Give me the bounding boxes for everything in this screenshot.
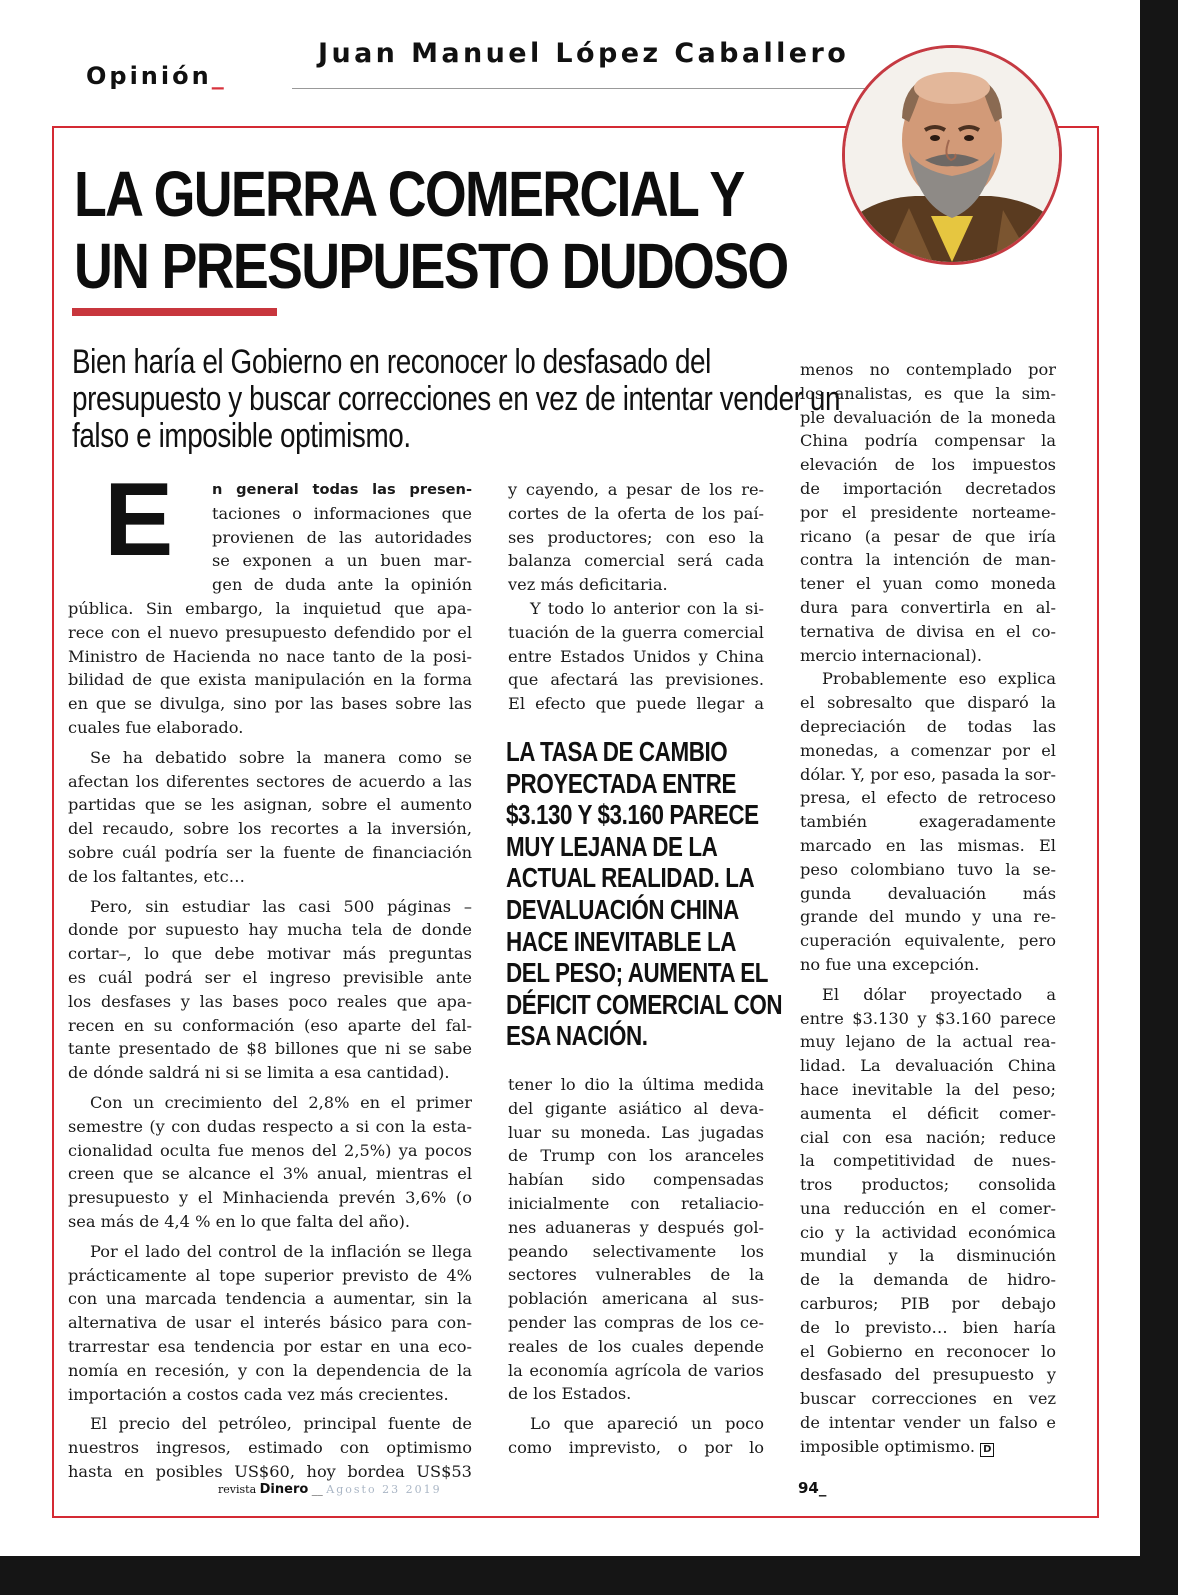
lead-line: n general todas las presen-: [212, 481, 472, 498]
body-line: El precio del petróleo, principal fuente de: [90, 1414, 472, 1434]
pull-quote: [506, 736, 782, 1052]
body-line: El dólar proyectado a: [822, 984, 1056, 1004]
headline-line: UN PRESUPUESTO DUDOSO: [74, 230, 788, 302]
body-line: importación a costos cada vez más crecientes.: [68, 1384, 449, 1404]
body-line: El efecto que puede llegar a: [508, 694, 764, 714]
pull-quote-line: ACTUAL REALIDAD. LA: [506, 862, 755, 894]
body-line-text: imposible optimismo.: [800, 1436, 975, 1456]
body-line: mundial y la disminución: [800, 1246, 1056, 1266]
body-line: vez más deficitaria.: [508, 575, 668, 595]
body-line: del recaudo, sobre los recortes a la inversión,: [68, 819, 472, 839]
body-line: creen que se alcance el 3% anual, mientras el: [68, 1164, 472, 1184]
body-line: peando selectivamente los: [508, 1241, 764, 1261]
body-line: dura para convertirla en al-: [800, 597, 1056, 617]
footer-date: Agosto 23 2019: [326, 1483, 442, 1496]
body-line: y cayendo, a pesar de los re-: [508, 480, 764, 499]
body-line: tener el yuan como moneda: [800, 574, 1056, 594]
body-line: hace inevitable la del peso;: [800, 1079, 1056, 1099]
body-line: lidad. La devaluación China: [800, 1056, 1056, 1076]
body-line: presupuesto y el Minhacienda prevén 3,6% (o: [68, 1188, 472, 1208]
body-line: nomía en recesión, y con la dependencia de la: [68, 1360, 472, 1380]
body-line: de la demanda de hidro-: [800, 1270, 1056, 1290]
pull-quote-line: ESA NACIÓN.: [506, 1020, 648, 1052]
headline-accent-bar: [72, 308, 277, 316]
pull-quote-line: PROYECTADA ENTRE: [506, 767, 737, 799]
body-line: población americana al sus-: [508, 1289, 764, 1309]
body-line: grande del mundo y una re-: [800, 907, 1056, 927]
column-2-bottom: [508, 1073, 764, 1460]
body-line: una reducción en el comer-: [800, 1198, 1056, 1218]
body-line: trarrestar esa tendencia por estar en una eco-: [68, 1336, 472, 1356]
page-number-dash: _: [818, 1479, 827, 1497]
scan-dark-edge-bottom: [0, 1556, 1178, 1595]
body-line: carburos; PIB por debajo: [800, 1294, 1056, 1314]
body-line: por el presidente norteame-: [800, 502, 1056, 522]
scan-dark-edge-right: [1140, 0, 1178, 1595]
body-line: Por el lado del control de la inflación se llega: [90, 1241, 472, 1261]
article-deck: [72, 344, 840, 455]
body-line: buscar correcciones en vez: [800, 1389, 1056, 1409]
body-line: afectan los diferentes sectores de acuerdo a las: [68, 771, 472, 791]
body-line: de los Estados.: [508, 1384, 632, 1404]
body-line: alternativa de usar el interés básico para con-: [68, 1313, 472, 1333]
body-line: sea más de 4,4 % en lo que falta del año).: [68, 1211, 411, 1231]
body-line: ple devaluación de la moneda: [800, 407, 1056, 427]
body-line: el sobresalto que disparó la: [800, 693, 1056, 713]
section-label-dash: _: [211, 62, 227, 90]
body-line: de los faltantes, etc…: [68, 866, 245, 886]
deck-line: presupuesto y buscar correcciones en vez de intentar vender un: [72, 380, 841, 418]
body-line: Pero, sin estudiar las casi 500 páginas –: [90, 896, 472, 916]
column-1-body: [68, 597, 472, 1484]
body-line: elevación de los impuestos: [800, 455, 1056, 475]
body-line: presa, el efecto de retroceso: [800, 788, 1056, 808]
body-line: de intentar vender un falso e: [800, 1413, 1056, 1433]
body-line: cial con esa nación; reduce: [800, 1127, 1056, 1147]
lead-line: se exponen a un buen mar-: [212, 551, 472, 571]
body-line: la economía agrícola de varios: [508, 1360, 764, 1380]
body-line: sobre cuál podría ser la fuente de financiación: [68, 842, 472, 862]
deck-line: falso e imposible optimismo.: [72, 417, 411, 455]
lead-line: provienen de las autoridades: [212, 527, 472, 547]
body-line: pública. Sin embargo, la inquietud que apa-: [68, 599, 472, 618]
pull-quote-line: DÉFICIT COMERCIAL CON: [506, 988, 783, 1020]
body-line: como imprevisto, o por lo: [508, 1437, 764, 1457]
body-line: donde por supuesto hay mucha tela de donde: [68, 920, 472, 940]
body-line: el Gobierno en reconocer lo: [800, 1341, 1056, 1361]
body-line: entre Estados Unidos y China: [508, 646, 764, 666]
body-line: ses productores; con eso la: [508, 527, 764, 547]
body-line: los analistas, es que la sim-: [800, 383, 1056, 403]
body-line: también exageradamente: [800, 812, 1056, 832]
headline-line: LA GUERRA COMERCIAL Y: [74, 158, 744, 230]
body-line: semestre (y con dudas respecto a si con la esta-: [68, 1116, 472, 1136]
body-line: cuperación equivalente, pero: [800, 931, 1056, 951]
body-line: cionalidad oculta fue menos del 2,5%) ya pocos: [68, 1140, 472, 1160]
body-line: de lo previsto… bien haría: [800, 1317, 1056, 1337]
body-line: China podría compensar la: [800, 431, 1056, 451]
body-line: desfasado del presupuesto y: [800, 1365, 1056, 1385]
body-line: Con un crecimiento del 2,8% en el primer: [90, 1092, 472, 1112]
body-line: cortes de la oferta de los paí-: [508, 503, 764, 523]
pull-quote-line: DEVALUACIÓN CHINA: [506, 893, 739, 925]
footer-magazine-prefix: revista: [218, 1483, 257, 1496]
body-line: ricano (a pesar de que iría: [800, 526, 1056, 546]
section-label: Opinión_: [86, 62, 227, 90]
pull-quote-line: HACE INEVITABLE LA: [506, 925, 737, 957]
body-line: recen en su conformación (eso aparte del fal-: [68, 1015, 472, 1035]
body-line: sectores vulnerables de la: [508, 1265, 764, 1285]
body-line: Ministro de Hacienda no nace tanto de la posi-: [68, 646, 472, 666]
body-line: depreciación de todas las: [800, 716, 1056, 736]
body-line: bilidad de que exista manipulación en la forma: [68, 670, 472, 690]
body-line: [800, 1435, 1056, 1459]
body-line: no fue una excepción.: [800, 954, 980, 974]
body-line: prácticamente al tope superior previsto de 4%: [68, 1265, 472, 1285]
body-line: hasta en posibles US$60, hoy bordea US$53: [68, 1461, 472, 1481]
body-line: en que se divulga, sino por las bases sobre las: [68, 694, 472, 714]
body-line: tante presentado de $8 billones que ni se sabe: [68, 1039, 472, 1059]
body-line: de importación decretados: [800, 478, 1056, 498]
body-line: tuación de la guerra comercial: [508, 622, 764, 642]
lead-line: taciones o informaciones que: [212, 503, 472, 523]
body-line: de Trump con los aranceles: [508, 1146, 764, 1166]
body-line: inicialmente con retaliacio-: [508, 1193, 764, 1213]
body-line: entre $3.130 y $3.160 parece: [800, 1008, 1056, 1028]
lead-line: gen de duda ante la opinión: [212, 575, 472, 595]
drop-cap: E: [104, 462, 174, 578]
body-line: habían sido compensadas: [508, 1170, 764, 1190]
body-line: peso colombiano tuvo la se-: [800, 859, 1056, 879]
body-line: luar su moneda. Las jugadas: [508, 1122, 764, 1142]
body-line: mercio internacional).: [800, 645, 983, 665]
body-line: Se ha debatido sobre la manera como se: [90, 747, 472, 767]
column-3: [800, 358, 1056, 1459]
body-line: aumenta el déficit comer-: [800, 1103, 1056, 1123]
body-line: ternativa de divisa en el co-: [800, 621, 1056, 641]
body-line: contra la intención de man-: [800, 550, 1056, 570]
deck-line: Bien haría el Gobierno en reconocer lo desfasado del: [72, 343, 711, 381]
page-number: 94_: [798, 1479, 827, 1497]
pull-quote-line: DEL PESO; AUMENTA EL: [506, 957, 769, 989]
column-2-top: [508, 478, 764, 716]
body-line: la competitividad de nues-: [800, 1151, 1056, 1171]
body-line: es cuál podrá ser el ingreso previsible ante: [68, 967, 472, 987]
author-portrait-illustration: [845, 48, 1059, 262]
body-line: del gigante asiático al deva-: [508, 1098, 764, 1118]
body-line: cuales fue elaborado.: [68, 717, 244, 737]
body-line: con una marcada tendencia a aumentar, sin la: [68, 1289, 472, 1309]
pull-quote-line: MUY LEJANA DE LA: [506, 830, 718, 862]
body-line: partidas que se les asignan, sobre el aumento: [68, 795, 472, 815]
pull-quote-line: LA TASA DE CAMBIO: [506, 736, 728, 767]
body-line: nuestros ingresos, estimado con optimismo: [68, 1438, 472, 1458]
author-name: Juan Manuel López Caballero: [318, 38, 850, 69]
headline: [74, 158, 788, 302]
body-line: balanza comercial será cada: [508, 551, 764, 571]
body-line: tros productos; consolida: [800, 1175, 1056, 1195]
footer-separator: __: [311, 1483, 323, 1496]
body-line: los desfases y las bases poco reales que apa-: [68, 991, 472, 1011]
body-line: cio y la actividad económica: [800, 1222, 1056, 1242]
author-rule: [292, 88, 874, 89]
column-1-lead: [212, 478, 472, 597]
body-line: gunda devaluación más: [800, 883, 1056, 903]
body-line: menos no contemplado por: [800, 360, 1056, 379]
body-line: de dónde saldrá ni si se limita a esa cantidad).: [68, 1063, 450, 1083]
author-photo: [842, 45, 1062, 265]
end-of-article-mark: D: [980, 1443, 994, 1457]
body-line: Probablemente eso explica: [822, 669, 1056, 689]
body-line: rece con el nuevo presupuesto defendido por el: [68, 622, 472, 642]
body-line: dólar. Y, por eso, pasada la sor-: [800, 764, 1056, 784]
pull-quote-line: $3.130 Y $3.160 PARECE: [506, 799, 759, 831]
body-line: marcado en las mismas. El: [800, 835, 1056, 855]
body-line: muy lejano de la actual rea-: [800, 1032, 1056, 1052]
body-line: nes aduaneras y después gol-: [508, 1217, 764, 1237]
footer-magazine: [218, 1482, 442, 1497]
body-line: cortar–, lo que debe motivar más preguntas: [68, 944, 472, 964]
body-line: pender las compras de los ce-: [508, 1312, 764, 1332]
body-line: reales de los cuales depende: [508, 1336, 764, 1356]
body-line: Lo que apareció un poco: [530, 1414, 764, 1434]
footer-magazine-name: Dinero: [259, 1482, 309, 1497]
body-line: Y todo lo anterior con la si-: [530, 598, 764, 618]
body-line: monedas, a comenzar por el: [800, 740, 1056, 760]
body-line: tener lo dio la última medida: [508, 1075, 764, 1094]
body-line: que afectará las previsiones.: [508, 670, 764, 690]
